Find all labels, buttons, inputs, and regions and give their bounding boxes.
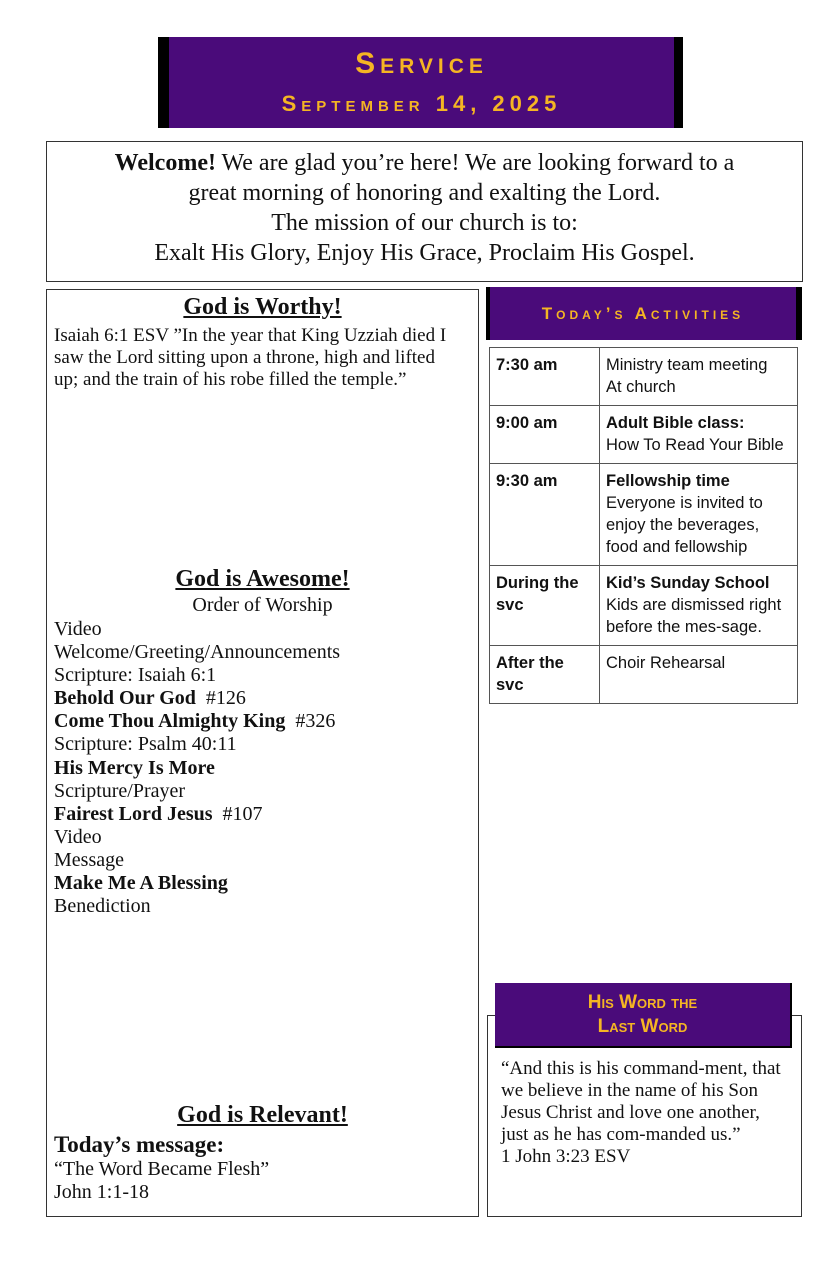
worship-item: [54, 664, 340, 687]
worship-column: [46, 289, 479, 1217]
worship-item-text: Message: [54, 848, 124, 871]
todays-message-label: Today’s message:: [54, 1132, 225, 1157]
hymn-number: #107: [212, 802, 263, 825]
activity-description: At church: [606, 378, 676, 396]
worship-item-text: Fairest Lord Jesus: [54, 802, 213, 825]
worship-item: [54, 803, 340, 826]
worship-item: [54, 826, 340, 849]
worship-item: [54, 710, 340, 733]
relevant-title: God is Relevant!: [177, 1102, 348, 1128]
worship-item: [54, 757, 340, 780]
activity-details: [600, 464, 798, 566]
worship-item-text: His Mercy Is More: [54, 756, 215, 779]
welcome-line-1: [47, 148, 802, 178]
worship-item-text: Behold Our God: [54, 687, 196, 710]
activity-name: Fellowship time: [606, 472, 730, 490]
worthy-scripture: Isaiah 6:1 ESV ”In the year that King Uzziah died I saw the Lord sitting upon a throne, high and lifted up; and the train of his robe filled the temple.”: [54, 325, 447, 390]
worship-item-text: Video: [54, 825, 102, 848]
worship-item: [54, 849, 340, 872]
worship-item: [54, 618, 340, 641]
activity-description: Kids are dismissed right before the mes-sage.: [606, 596, 782, 636]
header-banner: [169, 37, 674, 128]
worship-item-text: Scripture: Psalm 40:11: [54, 733, 237, 756]
activity-time: After the svc: [490, 646, 600, 704]
service-date: September 14, 2025: [281, 91, 562, 116]
worship-item-text: Welcome/Greeting/Announcements: [54, 641, 341, 664]
mission-intro: The mission of our church is to:: [271, 210, 578, 236]
message-reference: John 1:1-18: [54, 1181, 149, 1203]
welcome-lead: Welcome!: [114, 150, 216, 176]
activity-details: [600, 646, 798, 704]
hymn-number: #126: [195, 687, 246, 710]
activity-row: [490, 406, 798, 464]
worship-item: [54, 872, 340, 895]
activity-time: 9:30 am: [490, 464, 600, 566]
activities-table: [489, 347, 798, 704]
activity-details: [600, 348, 798, 406]
worthy-title: God is Worthy!: [183, 294, 342, 320]
activity-name: Choir Rehearsal: [606, 654, 726, 672]
activity-details: [600, 406, 798, 464]
worship-item-text: Come Thou Almighty King: [54, 710, 286, 733]
welcome-box: [46, 141, 803, 282]
last-word-text: [501, 1058, 791, 1168]
welcome-line-2: great morning of honoring and exalting the Lord.: [188, 180, 661, 206]
activities-header: Today’s Activities: [490, 287, 796, 340]
order-of-worship-subtitle: Order of Worship: [192, 594, 333, 616]
worship-item: [54, 895, 340, 918]
last-word-reference: 1 John 3:23 ESV: [501, 1146, 631, 1167]
awesome-title: God is Awesome!: [175, 566, 350, 592]
worship-item-text: Video: [54, 618, 102, 640]
activity-details: [600, 566, 798, 646]
worship-item-text: Benediction: [54, 895, 151, 918]
last-word-header: [495, 983, 790, 1046]
worship-item: [54, 641, 340, 664]
service-title: Service: [355, 47, 488, 80]
activity-time: 9:00 am: [490, 406, 600, 464]
activity-name: Ministry team meeting: [606, 356, 768, 374]
last-word-title-line-1: His Word the: [587, 992, 698, 1013]
welcome-line-1-rest: We are glad you’re here! We are looking forward to a: [215, 150, 735, 176]
worship-item-text: Make Me A Blessing: [54, 872, 228, 895]
activity-name: Adult Bible class:: [606, 414, 745, 432]
activity-row: [490, 348, 798, 406]
worship-item: [54, 780, 340, 803]
worship-item-text: Scripture: Isaiah 6:1: [54, 664, 217, 687]
activity-description: Everyone is invited to enjoy the beverages, food and fellowship: [606, 494, 763, 556]
last-word-title-line-2: Last Word: [597, 1016, 688, 1037]
activity-time: During the svc: [490, 566, 600, 646]
order-of-worship-list: [54, 618, 340, 918]
activity-row: [490, 646, 798, 704]
message-title: “The Word Became Flesh”: [54, 1158, 270, 1180]
mission-statement: Exalt His Glory, Enjoy His Grace, Proclaim His Gospel.: [154, 240, 695, 266]
worship-item-text: Scripture/Prayer: [54, 779, 186, 802]
last-word-quote: “And this is his command-ment, that we believe in the name of his Son Jesus Christ and love one another, just as he has com-manded us.”: [501, 1058, 781, 1145]
hymn-number: #326: [285, 710, 336, 733]
worship-item: [54, 687, 340, 710]
activity-time: 7:30 am: [490, 348, 600, 406]
activity-row: [490, 566, 798, 646]
worship-item: [54, 733, 340, 756]
activity-description: How To Read Your Bible: [606, 436, 784, 454]
activity-row: [490, 464, 798, 566]
activity-name: Kid’s Sunday School: [606, 574, 770, 592]
